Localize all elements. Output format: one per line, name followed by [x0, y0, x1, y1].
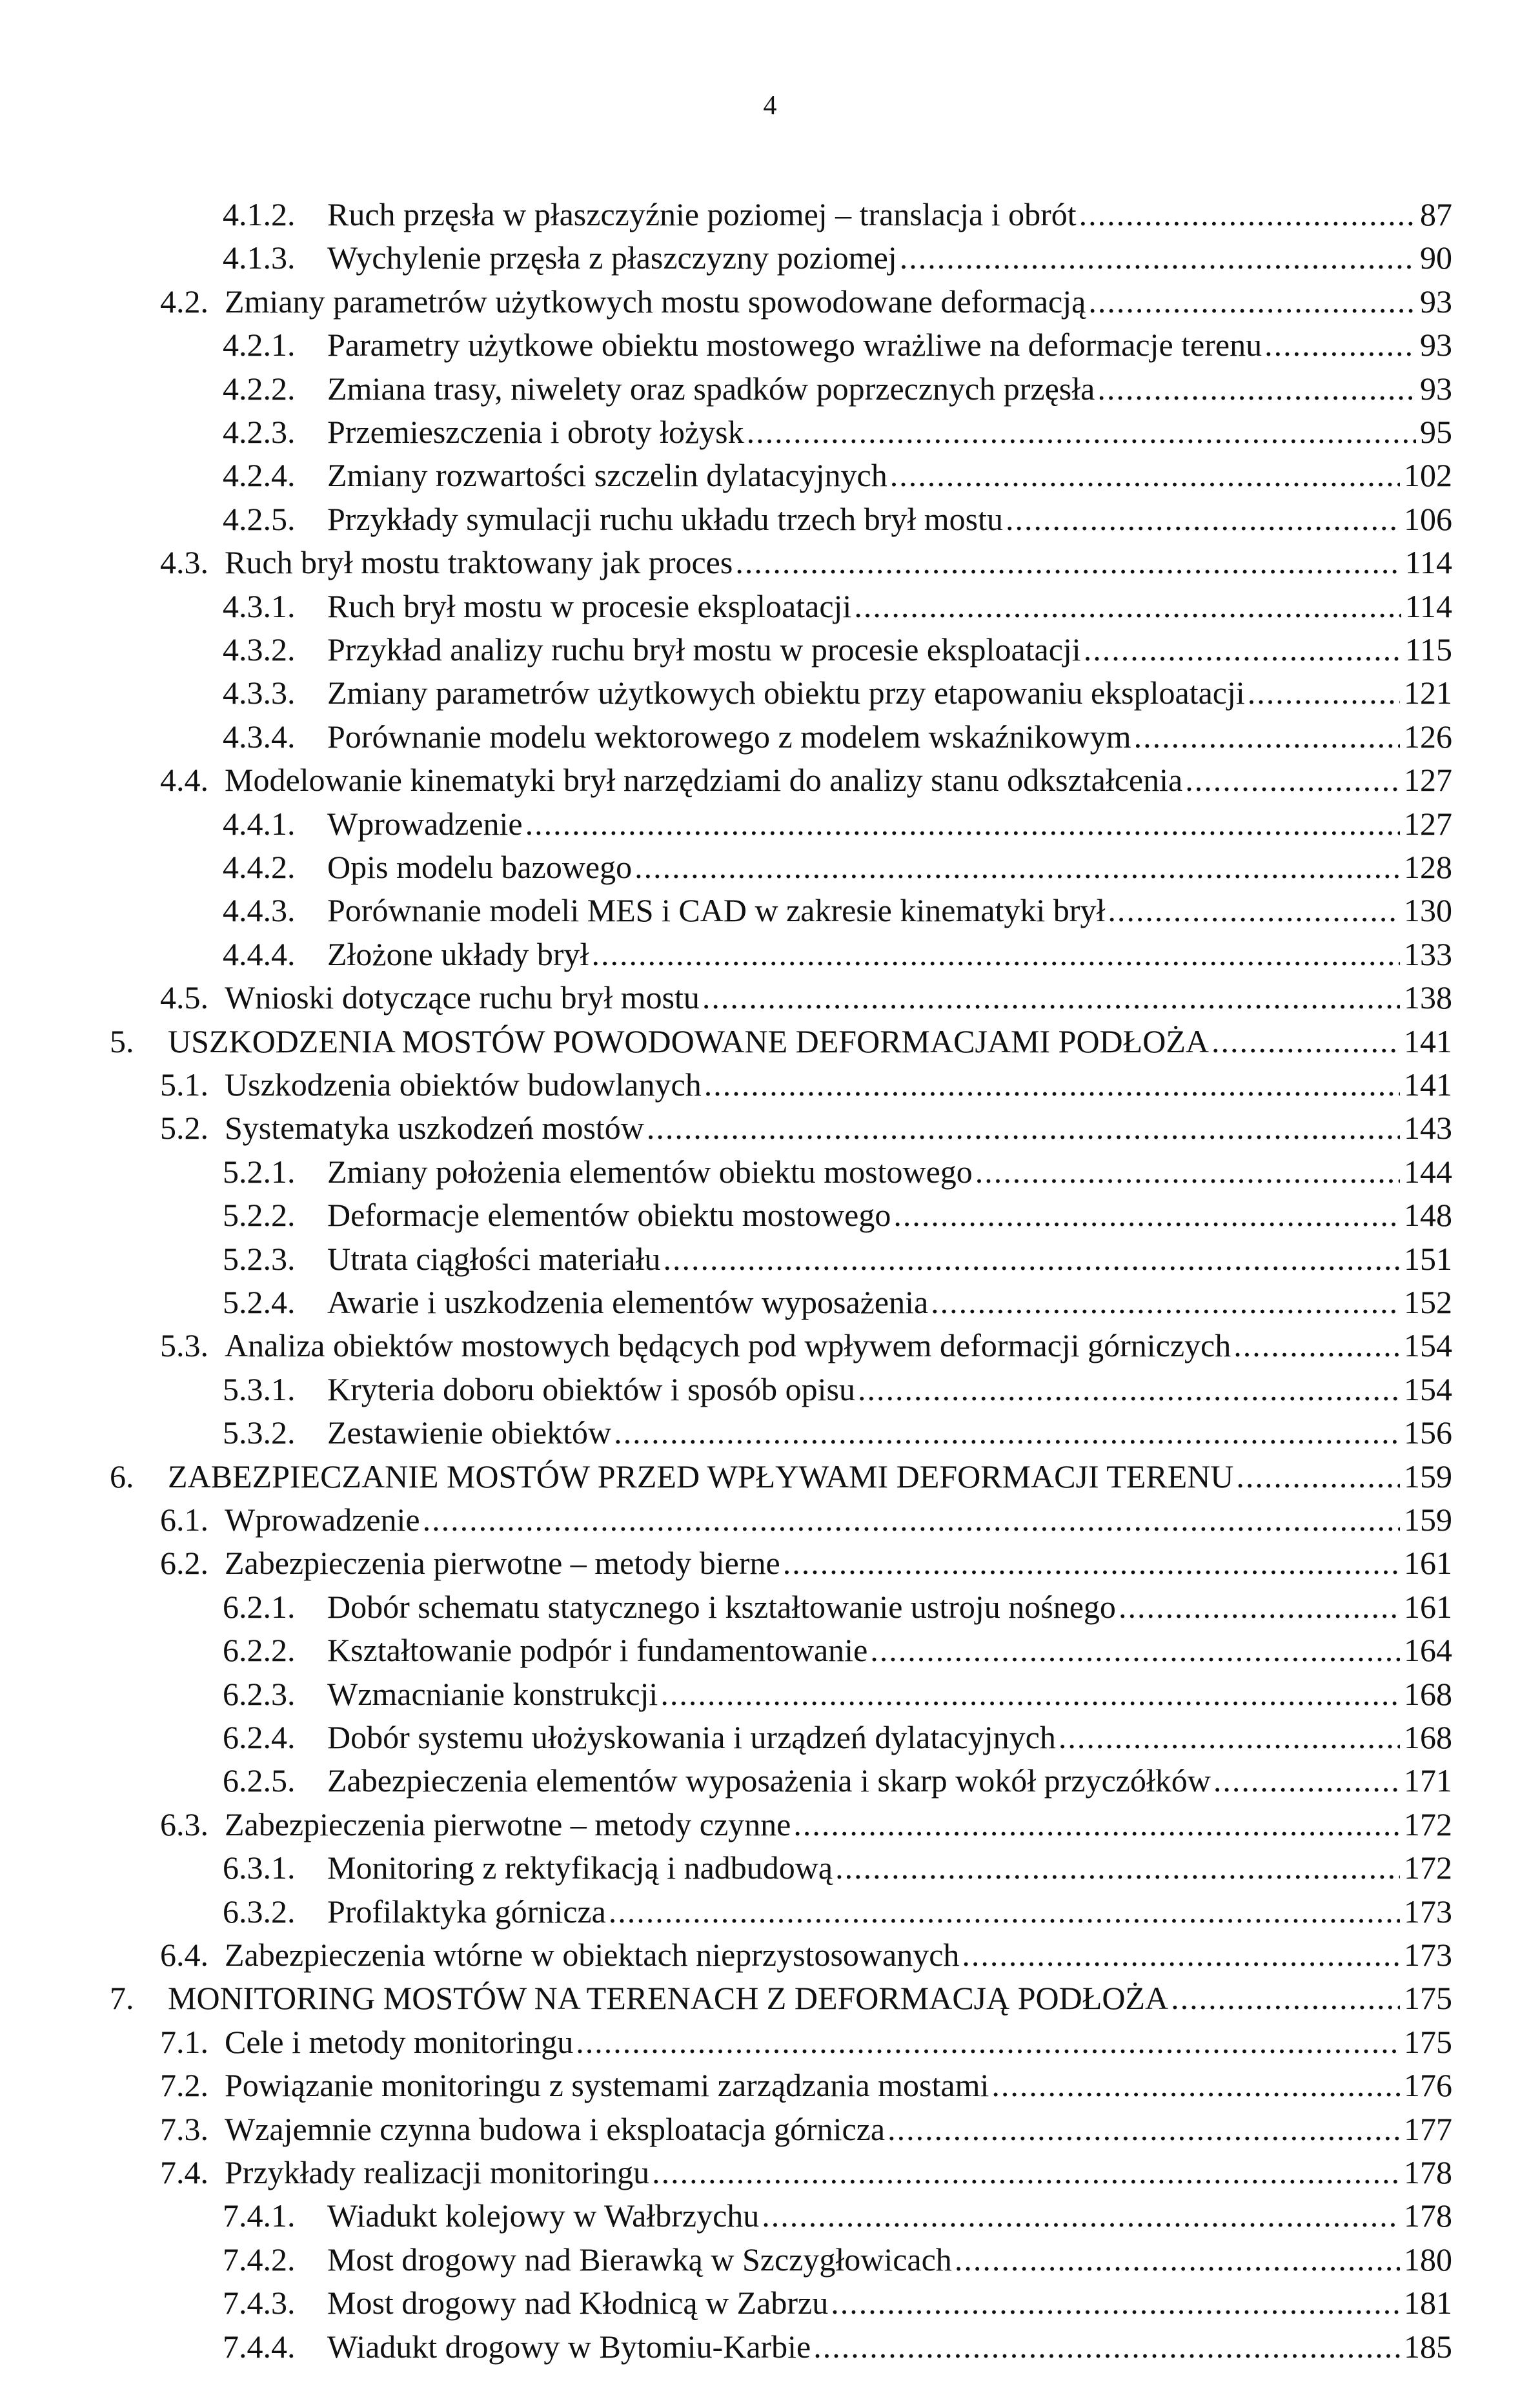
toc-entry: [160, 2065, 1452, 2106]
table-of-contents: [0, 194, 1540, 2365]
toc-entry-title: Przykłady symulacji ruchu układu trzech brył mostu: [327, 500, 1003, 537]
toc-dot-leader: [831, 2282, 1400, 2323]
toc-entry-number: 7.4.4.: [223, 2328, 296, 2365]
toc-entry: [223, 1151, 1452, 1192]
toc-entry-page: 93: [1420, 283, 1452, 320]
toc-entry-page: 141: [1404, 1066, 1452, 1103]
toc-entry-page: 181: [1404, 2285, 1452, 2321]
toc-entry-title: Porównanie modeli MES i CAD w zakresie kinematyki brył: [327, 892, 1106, 929]
toc-dot-leader: [1248, 672, 1400, 713]
toc-entry-title: Most drogowy nad Bierawką w Szczygłowicach: [327, 2241, 952, 2278]
toc-entry-page: 168: [1404, 1675, 1452, 1712]
toc-entry-number: 6.3.: [160, 1806, 208, 1842]
toc-entry-page: 171: [1404, 1762, 1452, 1799]
toc-entry-page: 128: [1404, 849, 1452, 885]
toc-entry: [223, 890, 1452, 931]
toc-entry-number: 5.1.: [160, 1066, 208, 1103]
toc-entry-title: Zabezpieczenia wtórne w obiektach nieprzystosowanych: [225, 1937, 960, 1973]
toc-entry-number: 5.3.2.: [223, 1414, 296, 1451]
toc-entry-page: 164: [1404, 1632, 1452, 1669]
toc-dot-leader: [870, 1629, 1400, 1671]
toc-entry-number: 7.4.: [160, 2154, 208, 2190]
toc-entry-number: 5.2.: [160, 1110, 208, 1147]
toc-dot-leader: [793, 1804, 1400, 1845]
toc-entry-number: 4.3.4.: [223, 718, 296, 755]
toc-entry-number: 7.4.2.: [223, 2241, 296, 2278]
toc-entry-page: 87: [1420, 196, 1452, 232]
toc-entry-page: 114: [1404, 587, 1452, 624]
toc-dot-leader: [609, 1891, 1400, 1932]
toc-entry-page: 159: [1404, 1458, 1452, 1494]
toc-entry-number: 6.2.1.: [223, 1588, 296, 1625]
toc-entry-page: 133: [1404, 935, 1452, 972]
toc-entry: [160, 2152, 1452, 2193]
toc-dot-leader: [1119, 1586, 1400, 1627]
toc-entry-title: Wiadukt drogowy w Bytomiu-Karbie: [327, 2328, 811, 2365]
toc-entry-title: Wprowadzenie: [327, 805, 523, 842]
toc-entry-page: 159: [1404, 1502, 1452, 1538]
toc-entry: [110, 1977, 1452, 2019]
toc-dot-leader: [887, 2108, 1400, 2150]
toc-entry-number: 4.4.1.: [223, 805, 296, 842]
toc-entry-title: Dobór schematu statycznego i kształtowanie ustroju nośnego: [327, 1588, 1116, 1625]
toc-entry-title: Monitoring z rektyfikacją i nadbudową: [327, 1850, 833, 1886]
toc-entry-page: 148: [1404, 1197, 1452, 1234]
toc-entry: [223, 1281, 1452, 1323]
toc-entry-page: 102: [1404, 457, 1452, 494]
toc-entry-number: 4.4.4.: [223, 935, 296, 972]
toc-dot-leader: [423, 1499, 1400, 1540]
toc-dot-leader: [634, 846, 1400, 888]
toc-dot-leader: [663, 1238, 1400, 1280]
toc-entry: [160, 1542, 1452, 1584]
toc-entry: [223, 1760, 1452, 1801]
toc-entry: [160, 2021, 1452, 2063]
toc-entry-title: Utrata ciągłości materiału: [327, 1240, 661, 1277]
toc-entry-number: 4.1.2.: [223, 196, 296, 232]
toc-entry-page: 156: [1404, 1414, 1452, 1451]
toc-entry: [160, 1064, 1452, 1105]
toc-entry-title: Zmiany parametrów użytkowych obiektu przy etapowaniu eksploatacji: [327, 675, 1245, 711]
toc-entry-number: 5.2.4.: [223, 1284, 296, 1320]
toc-dot-leader: [1134, 716, 1400, 757]
toc-entry: [160, 2108, 1452, 2150]
toc-entry-title: Profilaktyka górnicza: [327, 1893, 606, 1930]
toc-entry-number: 4.2.1.: [223, 327, 296, 363]
toc-dot-leader: [813, 2326, 1400, 2367]
toc-entry-title: Analiza obiektów mostowych będących pod wpływem deformacji górniczych: [225, 1327, 1231, 1364]
toc-entry-page: 175: [1404, 1980, 1452, 2017]
toc-entry: [223, 716, 1452, 757]
toc-entry: [223, 1673, 1452, 1715]
toc-entry-page: 173: [1404, 1893, 1452, 1930]
toc-dot-leader: [783, 1542, 1400, 1584]
toc-dot-leader: [652, 2152, 1400, 2193]
toc-entry-title: Zmiany rozwartości szczelin dylatacyjnych: [327, 457, 887, 494]
toc-entry-title: Systematyka uszkodzeń mostów: [225, 1110, 644, 1147]
toc-entry-number: 5.: [110, 1023, 134, 1059]
toc-entry: [223, 1629, 1452, 1671]
toc-entry-number: 5.3.1.: [223, 1371, 296, 1407]
toc-entry-number: 4.3.: [160, 544, 208, 581]
toc-entry-title: Zabezpieczenia elementów wyposażenia i skarp wokół przyczółków: [327, 1762, 1211, 1799]
toc-entry-title: Ruch brył mostu w procesie eksploatacji: [327, 587, 852, 624]
toc-entry: [223, 629, 1452, 670]
toc-entry-title: Ruch brył mostu traktowany jak proces: [225, 544, 733, 581]
toc-dot-leader: [747, 411, 1416, 453]
toc-entry-number: 4.2.2.: [223, 370, 296, 407]
toc-entry-page: 130: [1404, 892, 1452, 929]
toc-dot-leader: [900, 237, 1416, 278]
toc-entry-number: 6.3.2.: [223, 1893, 296, 1930]
toc-entry-number: 4.2.5.: [223, 500, 296, 537]
toc-entry-page: 138: [1404, 979, 1452, 1016]
toc-entry-number: 5.2.1.: [223, 1153, 296, 1190]
toc-entry: [223, 194, 1452, 235]
toc-entry: [160, 281, 1452, 322]
toc-entry: [223, 672, 1452, 713]
toc-dot-leader: [1108, 890, 1400, 931]
toc-entry: [160, 977, 1452, 1018]
toc-entry-number: 4.2.: [160, 283, 208, 320]
toc-dot-leader: [660, 1673, 1400, 1715]
toc-entry-title: Uszkodzenia obiektów budowlanych: [225, 1066, 702, 1103]
toc-entry: [223, 803, 1452, 844]
toc-dot-leader: [1171, 1977, 1400, 2019]
toc-entry: [223, 1194, 1452, 1236]
toc-entry-title: Zmiana trasy, niwelety oraz spadków poprzecznych przęsła: [327, 370, 1095, 407]
toc-entry-number: 7.1.: [160, 2023, 208, 2060]
toc-entry-number: 4.3.2.: [223, 631, 296, 668]
toc-entry-number: 4.4.3.: [223, 892, 296, 929]
toc-entry-page: 141: [1404, 1023, 1452, 1059]
toc-entry: [223, 498, 1452, 540]
toc-entry: [160, 759, 1452, 800]
toc-dot-leader: [962, 1934, 1400, 1975]
toc-dot-leader: [1185, 759, 1400, 800]
toc-entry-title: Przykłady realizacji monitoringu: [225, 2154, 650, 2190]
toc-entry: [223, 2282, 1452, 2323]
toc-dot-leader: [955, 2239, 1400, 2280]
page-number: 4: [763, 91, 777, 121]
toc-entry-page: 127: [1404, 805, 1452, 842]
toc-entry-page: 152: [1404, 1284, 1452, 1320]
toc-dot-leader: [1079, 194, 1416, 235]
toc-entry-number: 4.5.: [160, 979, 208, 1016]
toc-entry-page: 168: [1404, 1719, 1452, 1755]
toc-entry-page: 175: [1404, 2023, 1452, 2060]
toc-entry: [160, 1325, 1452, 1366]
toc-entry: [160, 1499, 1452, 1540]
toc-dot-leader: [1084, 629, 1401, 670]
toc-entry-page: 93: [1420, 327, 1452, 363]
toc-entry-page: 154: [1404, 1327, 1452, 1364]
toc-dot-leader: [1059, 1717, 1400, 1758]
toc-entry-number: 6.2.2.: [223, 1632, 296, 1669]
toc-entry-number: 6.2.5.: [223, 1762, 296, 1799]
toc-entry-number: 7.2.: [160, 2067, 208, 2104]
toc-entry-number: 4.4.: [160, 762, 208, 799]
toc-entry-title: Kształtowanie podpór i fundamentowanie: [327, 1632, 868, 1669]
toc-entry-number: 6.2.4.: [223, 1719, 296, 1755]
toc-dot-leader: [1213, 1760, 1400, 1801]
toc-entry-page: 185: [1404, 2328, 1452, 2365]
toc-entry-title: Przemieszczenia i obroty łożysk: [327, 414, 744, 450]
toc-entry: [223, 2195, 1452, 2236]
toc-entry-number: 6.1.: [160, 1502, 208, 1538]
toc-entry-number: 4.2.3.: [223, 414, 296, 450]
toc-entry-title: Wzmacnianie konstrukcji: [327, 1675, 658, 1712]
toc-entry: [160, 542, 1452, 583]
toc-entry-title: Awarie i uszkodzenia elementów wyposażenia: [327, 1284, 929, 1320]
toc-entry-title: Zabezpieczenia pierwotne – metody bierne: [225, 1545, 780, 1582]
toc-entry-title: Złożone układy brył: [327, 935, 589, 972]
toc-entry-page: 90: [1420, 240, 1452, 276]
toc-entry-page: 173: [1404, 1937, 1452, 1973]
toc-dot-leader: [1006, 498, 1400, 540]
toc-entry-page: 93: [1420, 370, 1452, 407]
toc-entry-title: Wzajemnie czynna budowa i eksploatacja górnicza: [225, 2110, 886, 2147]
toc-entry-number: 6.3.1.: [223, 1850, 296, 1886]
toc-dot-leader: [525, 803, 1400, 844]
toc-entry: [223, 1847, 1452, 1888]
toc-entry-title: Deformacje elementów obiektu mostowego: [327, 1197, 891, 1234]
toc-entry: [223, 846, 1452, 888]
toc-entry-page: 114: [1404, 544, 1452, 581]
toc-dot-leader: [1211, 1021, 1400, 1062]
toc-entry-title: Cele i metody monitoringu: [225, 2023, 574, 2060]
toc-entry-number: 7.4.1.: [223, 2197, 296, 2234]
toc-entry: [160, 1934, 1452, 1975]
toc-entry-title: Wnioski dotyczące ruchu brył mostu: [225, 979, 700, 1016]
toc-entry-number: 7.4.3.: [223, 2285, 296, 2321]
toc-entry-title: Powiązanie monitoringu z systemami zarządzania mostami: [225, 2067, 989, 2104]
toc-entry-page: 178: [1404, 2197, 1452, 2234]
toc-dot-leader: [647, 1107, 1400, 1148]
toc-entry-page: 151: [1404, 1240, 1452, 1277]
toc-entry-title: Opis modelu bazowego: [327, 849, 633, 885]
toc-dot-leader: [576, 2021, 1400, 2063]
toc-entry-title: Kryteria doboru obiektów i sposób opisu: [327, 1371, 855, 1407]
toc-entry-page: 127: [1404, 762, 1452, 799]
toc-entry-title: Zmiany położenia elementów obiektu mostowego: [327, 1153, 973, 1190]
toc-dot-leader: [975, 1151, 1400, 1192]
toc-entry-number: 4.3.3.: [223, 675, 296, 711]
toc-entry: [223, 1586, 1452, 1627]
toc-entry-page: 144: [1404, 1153, 1452, 1190]
toc-entry: [223, 2239, 1452, 2280]
toc-entry-page: 180: [1404, 2241, 1452, 2278]
toc-dot-leader: [762, 2195, 1400, 2236]
toc-entry-number: 6.2.3.: [223, 1675, 296, 1712]
toc-entry: [223, 1717, 1452, 1758]
toc-entry-title: Zestawienie obiektów: [327, 1414, 612, 1451]
toc-entry-title: Przykład analizy ruchu brył mostu w procesie eksploatacji: [327, 631, 1081, 668]
toc-entry: [223, 368, 1452, 409]
toc-dot-leader: [1264, 324, 1416, 365]
toc-entry: [223, 1238, 1452, 1280]
toc-dot-leader: [991, 2065, 1400, 2106]
toc-entry-number: 7.: [110, 1980, 134, 2017]
toc-dot-leader: [893, 1194, 1400, 1236]
toc-entry-number: 4.3.1.: [223, 587, 296, 624]
toc-dot-leader: [1088, 281, 1416, 322]
toc-entry: [223, 411, 1452, 453]
toc-entry: [223, 933, 1452, 975]
toc-entry-number: 6.: [110, 1458, 134, 1494]
toc-dot-leader: [702, 977, 1400, 1018]
toc-entry: [223, 2326, 1452, 2367]
toc-entry-title: Wprowadzenie: [225, 1502, 420, 1538]
toc-entry-number: 7.3.: [160, 2110, 208, 2147]
toc-entry-page: 161: [1404, 1588, 1452, 1625]
toc-dot-leader: [931, 1281, 1400, 1323]
toc-entry: [223, 454, 1452, 496]
toc-entry: [223, 1412, 1452, 1453]
toc-dot-leader: [735, 542, 1401, 583]
toc-entry-page: 172: [1404, 1806, 1452, 1842]
toc-entry-number: 4.1.3.: [223, 240, 296, 276]
toc-entry-number: 6.2.: [160, 1545, 208, 1582]
toc-dot-leader: [835, 1847, 1400, 1888]
toc-dot-leader: [1233, 1325, 1400, 1366]
toc-entry: [110, 1456, 1452, 1497]
toc-entry: [223, 1369, 1452, 1410]
toc-entry-number: 5.2.2.: [223, 1197, 296, 1234]
toc-entry-title: ZABEZPIECZANIE MOSTÓW PRZED WPŁYWAMI DEFORMACJI TERENU: [168, 1458, 1234, 1494]
toc-entry-title: Porównanie modelu wektorowego z modelem wskaźnikowym: [327, 718, 1131, 755]
toc-entry-title: Dobór systemu ułożyskowania i urządzeń dylatacyjnych: [327, 1719, 1056, 1755]
toc-entry: [223, 1891, 1452, 1932]
toc-dot-leader: [854, 586, 1401, 627]
toc-entry-title: Parametry użytkowe obiektu mostowego wrażliwe na deformacje terenu: [327, 327, 1262, 363]
toc-entry-number: 5.2.3.: [223, 1240, 296, 1277]
toc-entry-page: 177: [1404, 2110, 1452, 2147]
toc-entry-title: Modelowanie kinematyki brył narzędziami do analizy stanu odkształcenia: [225, 762, 1183, 799]
toc-entry-page: 154: [1404, 1371, 1452, 1407]
toc-entry-title: Ruch przęsła w płaszczyźnie poziomej – translacja i obrót: [327, 196, 1077, 232]
toc-entry-page: 121: [1404, 675, 1452, 711]
toc-dot-leader: [591, 933, 1400, 975]
toc-entry-page: 126: [1404, 718, 1452, 755]
toc-entry-page: 95: [1420, 414, 1452, 450]
toc-entry-page: 106: [1404, 500, 1452, 537]
toc-entry-page: 161: [1404, 1545, 1452, 1582]
toc-dot-leader: [858, 1369, 1400, 1410]
toc-entry-number: 4.2.4.: [223, 457, 296, 494]
toc-entry-title: Zmiany parametrów użytkowych mostu spowodowane deformacją: [225, 283, 1086, 320]
toc-entry-page: 176: [1404, 2067, 1452, 2104]
toc-entry-number: 6.4.: [160, 1937, 208, 1973]
toc-entry-title: USZKODZENIA MOSTÓW POWODOWANE DEFORMACJAMI PODŁOŻA: [168, 1023, 1209, 1059]
toc-entry-number: 5.3.: [160, 1327, 208, 1364]
toc-dot-leader: [704, 1064, 1400, 1105]
toc-entry-title: Most drogowy nad Kłodnicą w Zabrzu: [327, 2285, 829, 2321]
toc-entry: [223, 324, 1452, 365]
toc-dot-leader: [614, 1412, 1400, 1453]
toc-entry: [223, 586, 1452, 627]
toc-entry: [160, 1107, 1452, 1148]
toc-entry-title: MONITORING MOSTÓW NA TERENACH Z DEFORMACJĄ PODŁOŻA: [168, 1980, 1169, 2017]
toc-entry-title: Wiadukt kolejowy w Wałbrzychu: [327, 2197, 760, 2234]
toc-entry-page: 143: [1404, 1110, 1452, 1147]
toc-entry-page: 178: [1404, 2154, 1452, 2190]
toc-entry: [223, 237, 1452, 278]
toc-entry-number: 4.4.2.: [223, 849, 296, 885]
toc-entry-page: 172: [1404, 1850, 1452, 1886]
toc-entry: [160, 1804, 1452, 1845]
toc-entry-title: Zabezpieczenia pierwotne – metody czynne: [225, 1806, 791, 1842]
toc-dot-leader: [890, 454, 1400, 496]
toc-entry-page: 115: [1404, 631, 1452, 668]
toc-dot-leader: [1236, 1456, 1400, 1497]
toc-entry: [110, 1021, 1452, 1062]
toc-entry-title: Wychylenie przęsła z płaszczyzny poziomej: [327, 240, 897, 276]
toc-dot-leader: [1097, 368, 1416, 409]
